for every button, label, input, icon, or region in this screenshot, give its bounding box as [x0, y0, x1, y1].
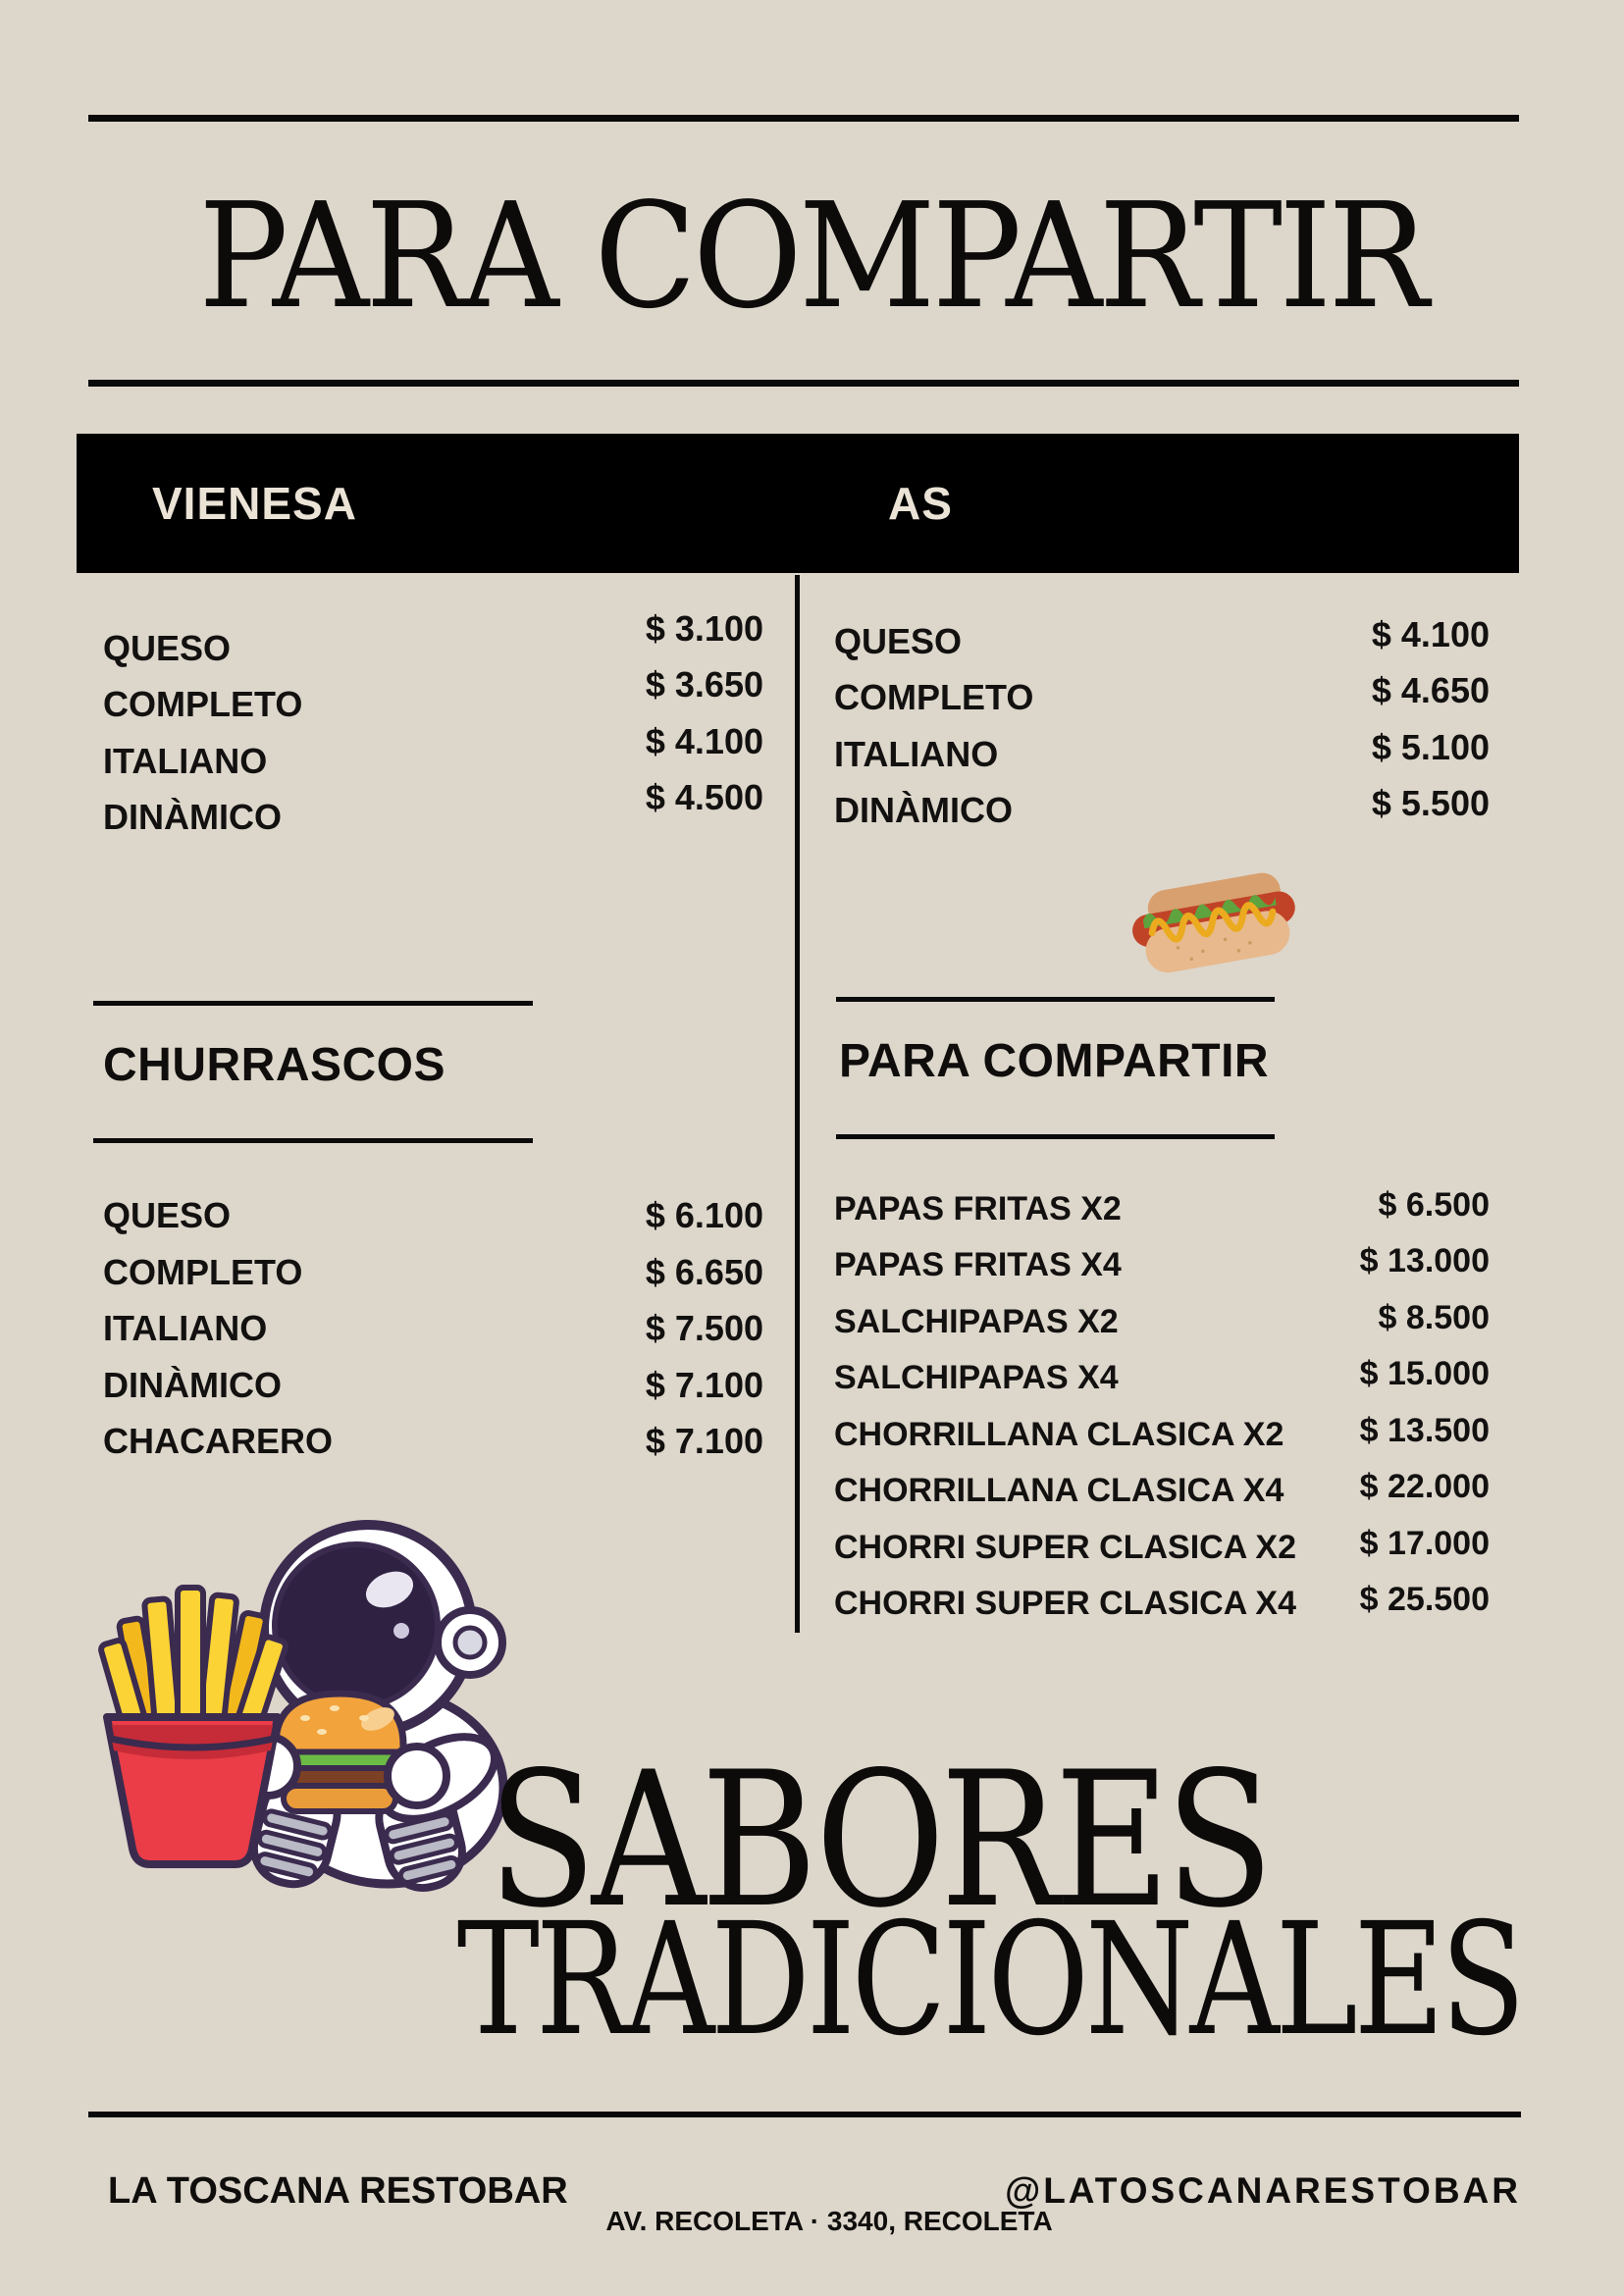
item-price: $ 25.500 [1359, 1581, 1490, 1618]
item-name: COMPLETO [103, 684, 303, 724]
item-name: SALCHIPAPAS X2 [834, 1303, 1119, 1340]
item-price: $ 4.650 [1371, 670, 1490, 710]
menu-item-row [834, 670, 1490, 718]
item-price: $ 4.500 [645, 777, 763, 817]
menu-item-row [103, 664, 763, 725]
tagline-line-1: SABORES [488, 1732, 1269, 1949]
item-name: ITALIANO [103, 1308, 268, 1348]
item-name: COMPLETO [103, 1252, 303, 1292]
section-label-para-compartir: PARA COMPARTIR [839, 1035, 1270, 1087]
menu-item-row [834, 1355, 1490, 1397]
section-bar-vienesa [77, 434, 863, 573]
section-bar-as [811, 434, 1519, 573]
item-name: ITALIANO [834, 734, 999, 774]
item-name: CHORRI SUPER CLASICA X2 [834, 1529, 1297, 1566]
item-price: $ 5.100 [1371, 727, 1490, 767]
menu-item-row [834, 1242, 1490, 1284]
section-label-churrascos: CHURRASCOS [103, 1039, 446, 1091]
menu-item-row [834, 1525, 1490, 1567]
footer-brand: LA TOSCANA RESTOBAR [108, 2170, 568, 2212]
item-price: $ 3.650 [645, 664, 763, 704]
menu-item-row [834, 1412, 1490, 1454]
churrascos-bottom-rule [93, 1138, 533, 1143]
item-name: QUESO [103, 628, 232, 668]
item-name: PAPAS FRITAS X4 [834, 1246, 1122, 1283]
item-price: $ 6.500 [1378, 1186, 1490, 1224]
menu-item-row [103, 1252, 763, 1293]
menu-item-row [834, 727, 1490, 775]
footer-address: AV. RECOLETA · 3340, RECOLETA [605, 2206, 1053, 2236]
menu-item-row [103, 1421, 763, 1462]
item-price: $ 4.100 [1371, 614, 1490, 654]
item-name: QUESO [834, 621, 963, 661]
item-price: $ 22.000 [1359, 1468, 1490, 1505]
item-name: QUESO [103, 1195, 232, 1235]
item-name: CHORRILLANA CLASICA X2 [834, 1416, 1284, 1453]
footer-rule [88, 2112, 1521, 2117]
menu-item-row [834, 1468, 1490, 1510]
menu-item-row [834, 783, 1490, 831]
item-price: $ 5.500 [1371, 783, 1490, 823]
tagline-line-2: TRADICIONALES [456, 1890, 1522, 2070]
item-price: $ 8.500 [1378, 1299, 1490, 1336]
menu-item-row [103, 777, 763, 838]
item-name: ITALIANO [103, 741, 268, 781]
footer-social-handle: @LATOSCANARESTOBAR [1005, 2170, 1521, 2211]
item-name: DINÀMICO [103, 1365, 282, 1405]
top-rule [88, 115, 1519, 122]
churrascos-top-rule [93, 1001, 533, 1006]
menu-item-row [103, 1195, 763, 1236]
menu-item-row [103, 721, 763, 782]
menu-item-row [103, 1365, 763, 1406]
title-bottom-rule [88, 380, 1519, 387]
item-name: CHORRI SUPER CLASICA X4 [834, 1585, 1297, 1622]
menu-item-row [834, 614, 1490, 662]
column-divider [795, 575, 800, 1633]
compartir-top-rule [836, 997, 1275, 1002]
hotdog-icon [1117, 865, 1308, 975]
compartir-bottom-rule [836, 1134, 1275, 1139]
menu-item-row [834, 1581, 1490, 1623]
item-price: $ 13.500 [1359, 1412, 1490, 1449]
item-price: $ 6.650 [645, 1252, 763, 1292]
menu-item-row [834, 1299, 1490, 1341]
item-name: SALCHIPAPAS X4 [834, 1359, 1119, 1396]
item-price: $ 7.100 [645, 1421, 763, 1461]
page-title: PARA COMPARTIR [198, 172, 1426, 340]
item-price: $ 4.100 [645, 721, 763, 761]
section-label-as: AS [888, 478, 953, 529]
item-name: COMPLETO [834, 677, 1034, 717]
menu-item-row [103, 608, 763, 669]
menu-item-row [103, 1308, 763, 1349]
menu-item-row [834, 1186, 1490, 1228]
item-name: PAPAS FRITAS X2 [834, 1190, 1122, 1227]
item-name: DINÀMICO [834, 790, 1013, 830]
item-price: $ 6.100 [645, 1195, 763, 1235]
item-price: $ 17.000 [1359, 1525, 1490, 1562]
item-name: CHACARERO [103, 1421, 333, 1461]
item-price: $ 15.000 [1359, 1355, 1490, 1392]
item-price: $ 7.100 [645, 1365, 763, 1405]
item-price: $ 3.100 [645, 608, 763, 649]
item-price: $ 7.500 [645, 1308, 763, 1348]
item-name: CHORRILLANA CLASICA X4 [834, 1472, 1284, 1509]
item-name: DINÀMICO [103, 797, 282, 837]
item-price: $ 13.000 [1359, 1242, 1490, 1279]
section-label-vienesa: VIENESA [152, 478, 357, 529]
